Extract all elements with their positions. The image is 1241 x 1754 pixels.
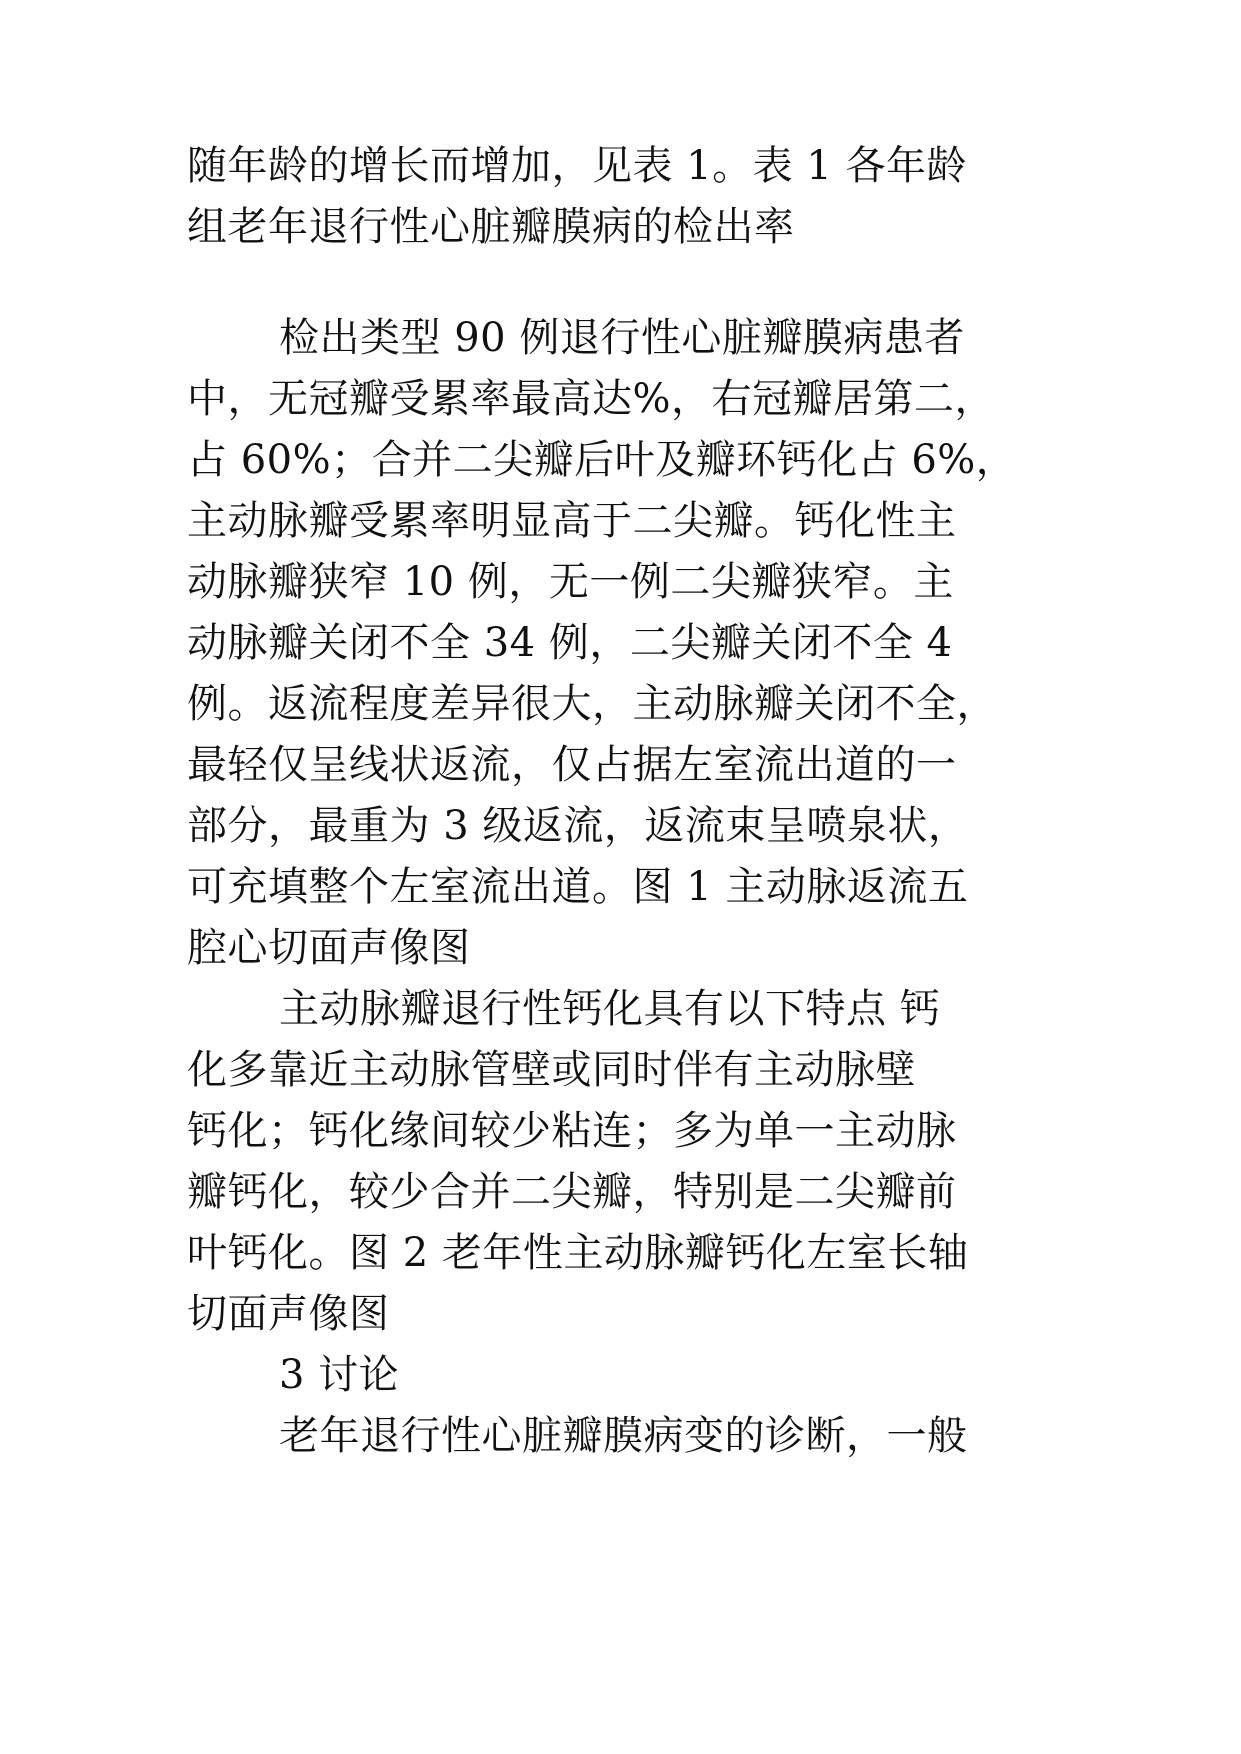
paragraph-first-line: 主动脉瓣退行性钙化具有以下特点 钙 — [279, 986, 941, 1032]
paragraph-first-line: 检出类型 90 例退行性心脏瓣膜病患者 — [279, 315, 965, 361]
text-line: 动脉瓣关闭不全 34 例，二尖瓣关闭不全 4 — [187, 620, 953, 666]
text-line: 中，无冠瓣受累率最高达%，右冠瓣居第二， — [187, 376, 996, 422]
text-line: 主动脉瓣受累率明显高于二尖瓣。钙化性主 — [187, 498, 957, 544]
text-line: 例。返流程度差异很大，主动脉瓣关闭不全， — [187, 681, 997, 727]
text-line: 随年龄的增长而增加，见表 1。表 1 各年龄 — [187, 143, 968, 189]
figure-caption-line: 叶钙化。图 2 老年性主动脉瓣钙化左室长轴 — [187, 1230, 969, 1276]
text-line: 瓣钙化，较少合并二尖瓣，特别是二尖瓣前 — [187, 1169, 957, 1215]
text-line: 钙化；钙化缘间较少粘连；多为单一主动脉 — [187, 1108, 957, 1154]
paragraph-first-line: 老年退行性心脏瓣膜病变的诊断，一般 — [279, 1413, 968, 1459]
section-heading: 3 讨论 — [279, 1352, 400, 1398]
text-line: 组老年退行性心脏瓣膜病的检出率 — [187, 204, 795, 250]
text-line: 最轻仅呈线状返流，仅占据左室流出道的一 — [187, 742, 957, 788]
figure-caption-line: 切面声像图 — [187, 1291, 390, 1337]
figure-caption-line: 可充填整个左室流出道。图 1 主动脉返流五 — [187, 864, 969, 910]
figure-caption-line: 腔心切面声像图 — [187, 925, 471, 971]
text-line: 占 60%；合并二尖瓣后叶及瓣环钙化占 6%， — [187, 437, 1017, 483]
text-line: 化多靠近主动脉管壁或同时伴有主动脉壁 — [187, 1047, 916, 1093]
text-line: 部分，最重为 3 级返流，返流束呈喷泉状， — [187, 803, 969, 849]
text-line: 动脉瓣狭窄 10 例，无一例二尖瓣狭窄。主 — [187, 559, 954, 605]
